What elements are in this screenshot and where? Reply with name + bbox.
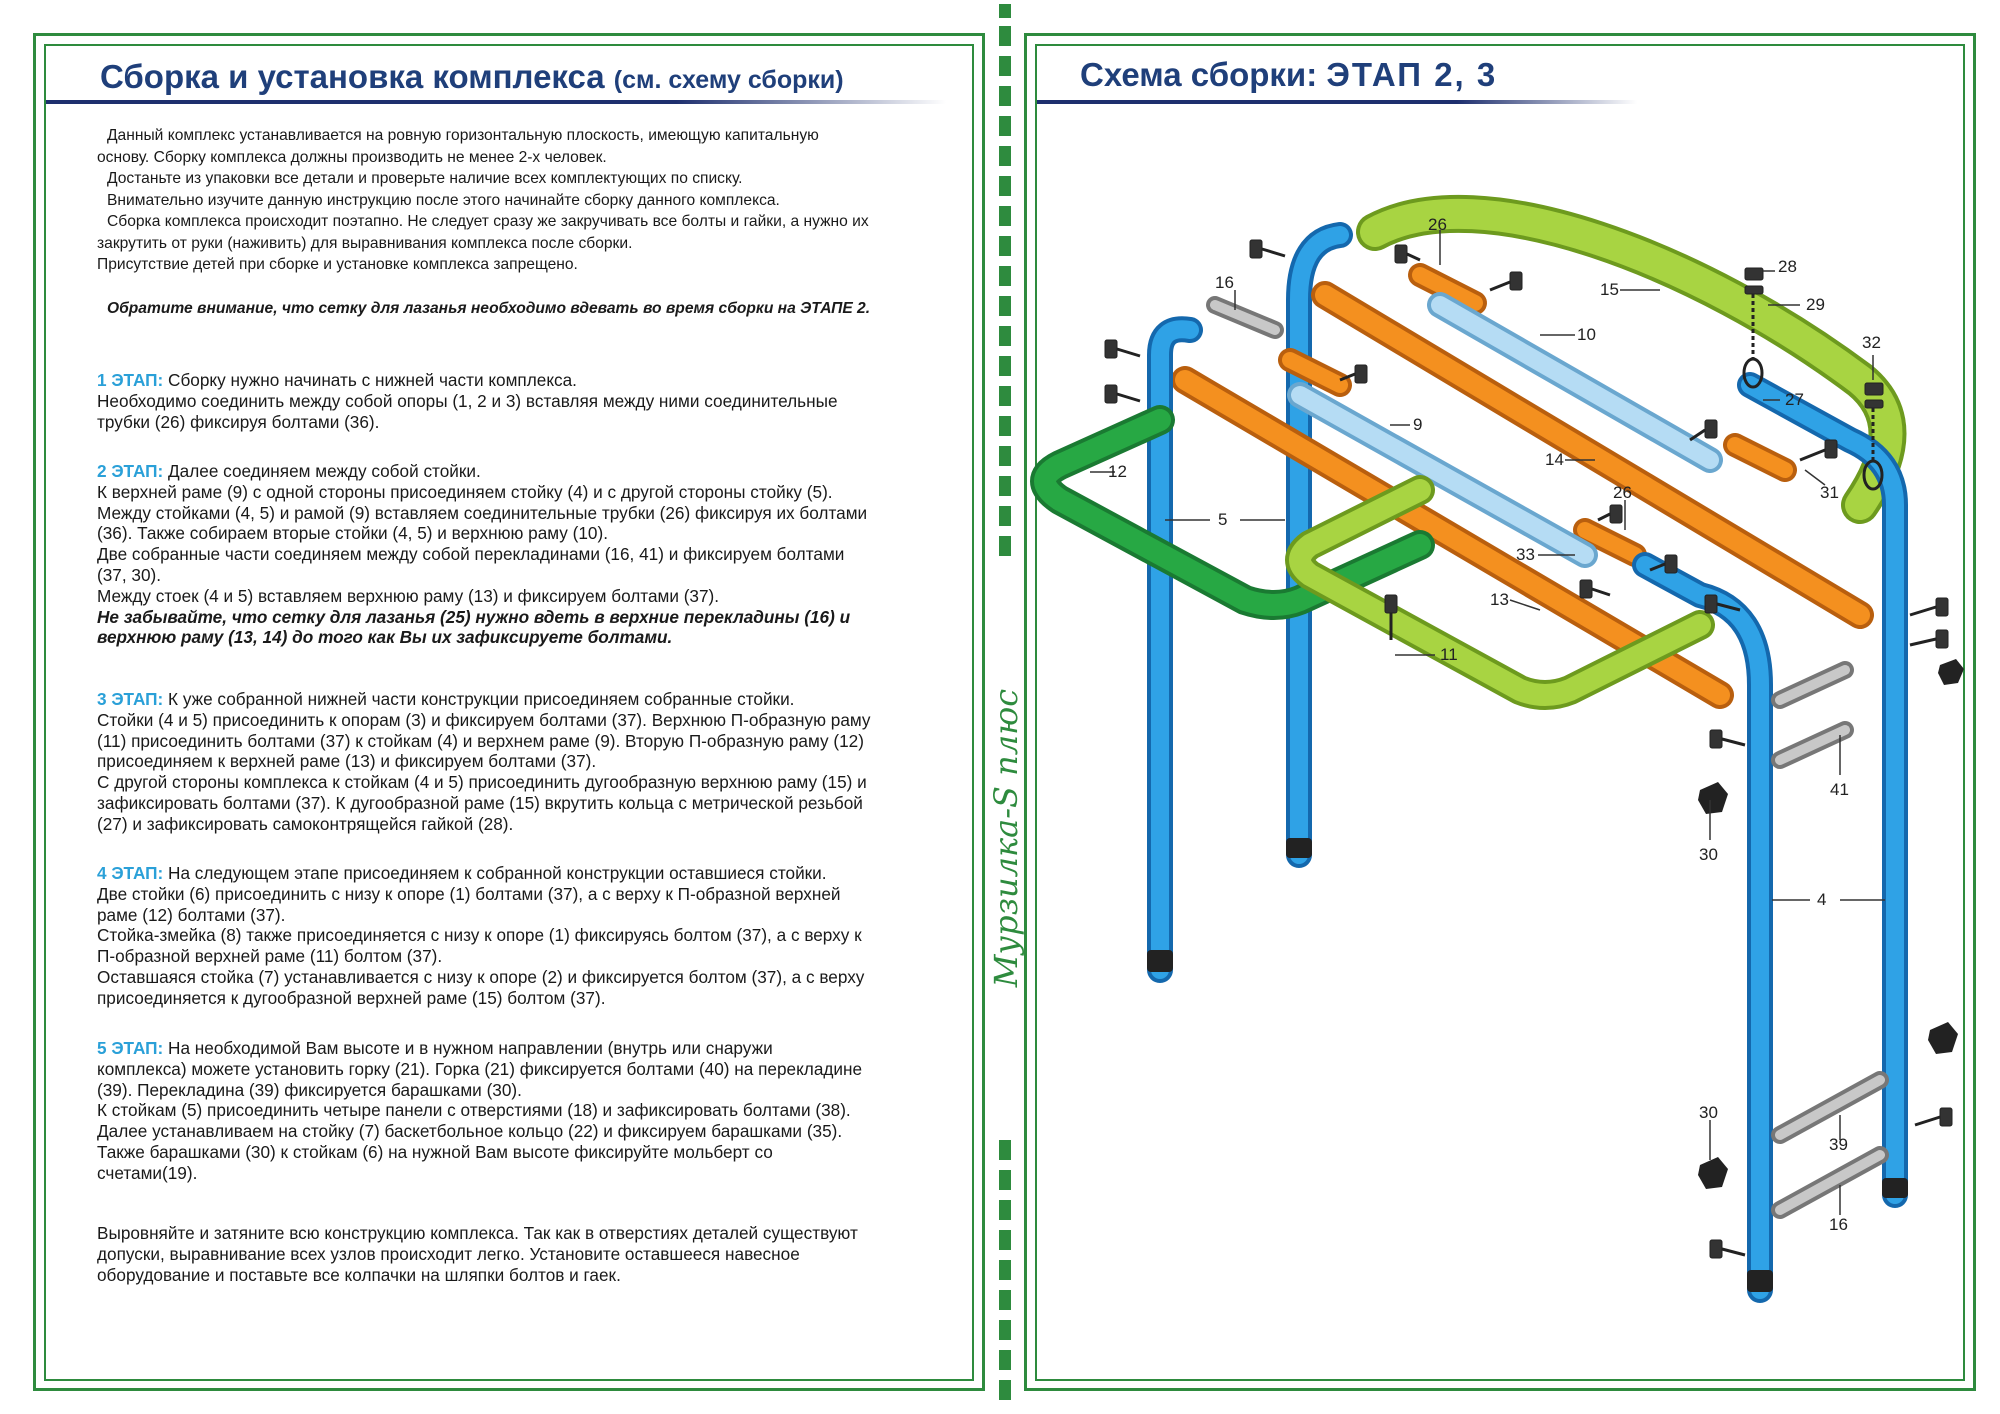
label-32: 32 bbox=[1862, 333, 1881, 352]
page-title: Сборка и установка комплекса (см. схему сборки) bbox=[100, 58, 844, 95]
label-31: 31 bbox=[1820, 483, 1839, 502]
label-26-top: 26 bbox=[1428, 215, 1447, 234]
intro-text: Данный комплекс устанавливается на ровную горизонтальную плоскость, имеющую капитальную основу. Сборку комплекса должны производить не менее 2-х человек. Достаньте из упаковки все детали и проверьте наличие всех комплектующих по списку. Внимательно изучите данную инструкцию после этого начинайте сборку данного комплекса. Сборка комплекса происходит поэтапно. Не следует сразу же закручивать все болты и гайки, а нужно их закрутить от руки (наживить) для выравнивания комплекса после сборки. Присутствие детей при сборке и установке комплекса запрещено. bbox=[97, 127, 869, 273]
label-28: 28 bbox=[1778, 257, 1797, 276]
stage-1: 1 ЭТАП: Сборку нужно начинать с нижней части комплекса. Необходимо соединить между собой опоры (1, 2 и 3) вставляя между ними соединительные трубки (26) фиксируя болтами (36). bbox=[97, 370, 838, 432]
stage-2-label: 2 ЭТАП: bbox=[97, 461, 164, 481]
label-10: 10 bbox=[1577, 325, 1596, 344]
final-text: Выровняйте и затяните всю конструкцию комплекса. Так как в отверстиях деталей существуют допуски, выравнивание всех узлов происходит легко. Установите оставшееся навесное оборудование и поставьте все колпачки на шляпки болтов и гаек. bbox=[97, 1223, 858, 1285]
stage-4-label: 4 ЭТАП: bbox=[97, 863, 164, 883]
label-30-bottom: 30 bbox=[1699, 1103, 1718, 1122]
stage-3: 3 ЭТАП: К уже собранной нижней части конструкции присоединяем собранные стойки. Стойки (4 и 5) присоединить к опорам (3) и фиксируем болтами (37). Верхнюю П-образную раму (11) присоединить болтами (37) к стойкам (4) и верхнем раме (9). Вторую П-образную раму (12) присоединяем к верхней раме (13) и фиксируем болтами (37). С другой стороны комплекса к стойкам (4 и 5) присоединить дугообразную верхнюю раму (15) и зафиксировать болтами (37). К дугообразной раме (15) вкрутить кольца с метрической резьбой (27) и зафиксировать самоконтрящейся гайкой (28). bbox=[97, 689, 871, 834]
label-41: 41 bbox=[1830, 780, 1849, 799]
label-39: 39 bbox=[1829, 1135, 1848, 1154]
label-14: 14 bbox=[1545, 450, 1564, 469]
stage-2: 2 ЭТАП: Далее соединяем между собой стойки. К верхней раме (9) с одной стороны присоединяем стойку (4) и с другой стороны стойку (5). Между стойками (4, 5) и рамой (9) вставляем соединительные трубки (26) фиксируя их болтами (36). Также собираем вторые стойки (4, 5) и верхнюю раму (10). Две собранные части соединяем между собой перекладинами (16, 41) и фиксируем болтами (37, 30). Между стоек (4 и 5) вставляем верхнюю раму (13) и фиксируем болтами (37). Не забывайте, что сетку для лазанья (25) нужно вдеть в верхние перекладины (16) и верхнюю раму (13, 14) до того как Вы их зафиксируете болтами. bbox=[97, 461, 947, 648]
label-12: 12 bbox=[1108, 462, 1127, 481]
label-16-bottom: 16 bbox=[1829, 1215, 1848, 1234]
stage-1-label: 1 ЭТАП: bbox=[97, 370, 164, 390]
stage-4: 4 ЭТАП: На следующем этапе присоединяем к собранной конструкции оставшиеся стойки. Две стойки (6) присоединить с низу к опоре (1) болтами (37), а с верху к П-образной верхней раме (12) болтами (37). Стойка-змейка (8) также присоединяется с низу к опоре (1) фиксируясь болтом (37), а с верху к П-образной верхней раме (11) болтом (37). Оставшаяся стойка (7) устанавливается с низу к опоре (2) и фиксируется болтом (37), а с верху присоединяется к дугообразной верхней раме (15) болтом (37). bbox=[97, 863, 865, 1008]
stage-5: 5 ЭТАП: На необходимой Вам высоте и в нужном направлении (внутрь или снаружи комплекса) можете установить горку (21). Горка (21) фиксируется болтами (40) на перекладине (39). Перекладина (39) фиксируется барашками (30). К стойкам (5) присоединить четыре панели с отверстиями (18) и зафиксировать болтами (38). Далее устанавливаем на стойку (7) баскетбольное кольцо (22) и фиксируем барашками (35). Также барашками (30) к стойкам (6) на нужной Вам высоте фиксируйте мольберт со счетами(19). bbox=[97, 1038, 863, 1183]
brand-vertical-text: Мурзилка-S плюс bbox=[987, 688, 1025, 988]
net-notice: Обратите внимание, что сетку для лазанья необходимо вдевать во время сборки на ЭТАПЕ 2. bbox=[107, 300, 871, 317]
diagram-title: Схема сборки: ЭТАП 2, 3 bbox=[1080, 56, 1498, 93]
stage-5-label: 5 ЭТАП: bbox=[97, 1038, 164, 1058]
label-15: 15 bbox=[1600, 280, 1619, 299]
label-11: 11 bbox=[1440, 645, 1458, 664]
stage-2-warning: Не забывайте, что сетку для лазанья (25) нужно вдеть в верхние перекладины (16) и bbox=[97, 606, 851, 627]
label-4: 4 bbox=[1817, 890, 1827, 909]
label-30-top: 30 bbox=[1699, 845, 1718, 864]
label-16-top: 16 bbox=[1215, 273, 1234, 292]
label-26-mid: 26 bbox=[1613, 483, 1632, 502]
label-33: 33 bbox=[1516, 545, 1535, 564]
label-5: 5 bbox=[1218, 510, 1228, 529]
label-13: 13 bbox=[1490, 590, 1509, 609]
stage-3-label: 3 ЭТАП: bbox=[97, 689, 164, 709]
label-9: 9 bbox=[1413, 415, 1423, 434]
label-29: 29 bbox=[1806, 295, 1825, 314]
label-27: 27 bbox=[1785, 390, 1804, 409]
